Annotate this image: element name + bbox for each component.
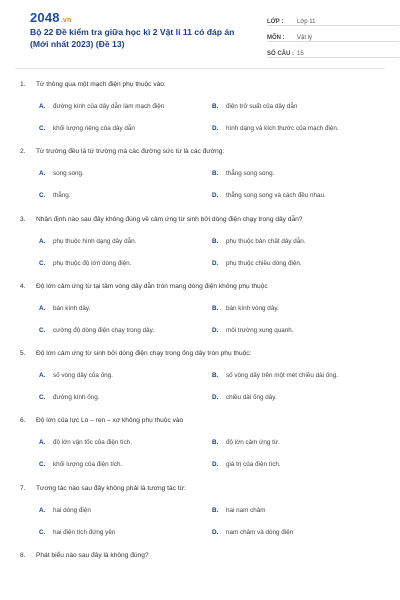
option-text: nam châm và dòng điện — [226, 528, 294, 536]
option-text: hai nam châm — [226, 506, 266, 514]
meta-value: 15 — [297, 51, 304, 57]
question-text: Từ thông qua một mạch điện phụ thuộc vào: — [36, 81, 166, 88]
option-b[interactable] — [212, 438, 385, 447]
answer-options — [15, 304, 385, 335]
option-letter: A. — [39, 170, 46, 178]
option-text: điện trở suất của dây dẫn — [226, 103, 298, 110]
option-a[interactable] — [39, 506, 212, 515]
question-number: 2. — [20, 148, 26, 156]
option-text: hai dòng điện — [53, 506, 91, 514]
option-letter: C. — [39, 192, 46, 200]
question-text: Từ trường đều là từ trường mà các đường sức từ là các đường: — [36, 148, 225, 156]
answer-options — [15, 169, 385, 200]
page-header — [15, 0, 385, 66]
option-text: hình dạng và kích thước của mạch điện. — [226, 125, 339, 132]
answer-options — [15, 506, 385, 537]
option-text: giá trị của điện tích. — [226, 461, 281, 469]
option-letter: A. — [39, 304, 46, 312]
option-letter: A. — [39, 237, 46, 245]
option-text: khối lượng riêng của dây dẫn — [53, 125, 135, 132]
option-letter: D. — [212, 461, 219, 469]
option-a[interactable] — [39, 169, 212, 178]
question-list — [15, 80, 385, 574]
question-5 — [15, 349, 385, 402]
option-c[interactable] — [39, 124, 212, 133]
option-b[interactable] — [212, 304, 385, 313]
option-text: thẳng. — [53, 192, 71, 200]
question-1 — [15, 80, 385, 133]
option-a[interactable] — [39, 438, 212, 447]
option-text: độ lớn vận tốc của điện tích. — [53, 439, 133, 447]
logo-main: 2048 — [30, 10, 60, 25]
option-text: khối lượng của điện tích. — [53, 461, 123, 469]
option-letter: A. — [39, 506, 46, 514]
option-d[interactable] — [212, 259, 385, 268]
option-b[interactable] — [212, 371, 385, 380]
header-divider — [15, 68, 385, 69]
option-a[interactable] — [39, 371, 212, 380]
option-text: số vòng dây trên một mét chiều dài ống. — [226, 372, 339, 380]
option-letter: C. — [39, 259, 46, 267]
option-letter: A. — [39, 372, 46, 380]
option-letter: C. — [39, 528, 46, 536]
option-a[interactable] — [39, 237, 212, 246]
logo-suffix: .vn — [60, 17, 72, 24]
option-text: độ lớn cảm ứng từ. — [226, 439, 280, 447]
meta-value: Vật lý — [297, 35, 313, 41]
option-d[interactable] — [212, 460, 385, 469]
option-text: thẳng song song và cách đều nhau. — [226, 192, 326, 200]
question-3 — [15, 215, 385, 268]
option-text: số vòng dây của ống. — [53, 372, 113, 380]
option-letter: B. — [212, 103, 219, 110]
option-b[interactable] — [212, 506, 385, 515]
option-letter: A. — [39, 103, 46, 110]
question-6 — [15, 416, 385, 469]
answer-options — [15, 371, 385, 402]
question-number: 3. — [20, 215, 26, 223]
option-text: phụ thuộc hình dạng dây dẫn. — [53, 237, 137, 245]
question-number: 1. — [20, 81, 26, 88]
meta-row-subject — [267, 26, 399, 42]
option-c[interactable] — [39, 191, 212, 200]
question-text: Phát biểu nào sau đây là không đúng? — [36, 552, 149, 560]
option-text: bán kính dây. — [53, 304, 91, 312]
option-d[interactable] — [212, 393, 385, 402]
question-text: Độ lớn cảm ứng từ tại tâm vòng dây dẫn tròn mang dòng điện không phụ thuộc — [36, 282, 268, 290]
option-c[interactable] — [39, 259, 212, 268]
option-d[interactable] — [212, 528, 385, 537]
option-b[interactable] — [212, 237, 385, 246]
option-text: song song. — [53, 170, 84, 178]
option-letter: B. — [212, 170, 219, 178]
option-text: thẳng song song. — [226, 170, 275, 178]
option-text: cường độ dòng điện chạy trong dây. — [53, 326, 154, 334]
question-text: Độ lớn của lực Lo – ren – xơ không phụ thuộc vào — [36, 417, 184, 425]
option-letter: B. — [212, 304, 219, 312]
meta-label: LỚP : — [267, 19, 284, 25]
option-letter: C. — [39, 326, 46, 334]
option-letter: C. — [39, 125, 46, 132]
option-letter: A. — [39, 439, 46, 447]
question-number: 6. — [20, 417, 26, 425]
option-text: hai điện tích đứng yên — [53, 528, 116, 536]
meta-row-class — [267, 10, 399, 26]
site-logo[interactable] — [30, 10, 71, 25]
option-letter: D. — [212, 125, 219, 132]
option-c[interactable] — [39, 460, 212, 469]
option-text: bán kính vòng dây. — [226, 304, 279, 312]
option-d[interactable] — [212, 326, 385, 335]
option-letter: D. — [212, 394, 219, 402]
question-text: Độ lớn cảm ứng từ sinh bởi dòng điện chạy trong ống dây tròn phụ thuộc: — [36, 350, 252, 358]
option-letter: B. — [212, 372, 219, 380]
option-d[interactable] — [212, 191, 385, 200]
meta-label: SỐ CÂU : — [267, 51, 294, 57]
option-letter: C. — [39, 461, 46, 469]
option-b[interactable] — [212, 102, 385, 111]
option-letter: C. — [39, 394, 46, 402]
option-text: phụ thuộc chiều dòng điện. — [226, 259, 302, 267]
question-4 — [15, 282, 385, 335]
option-c[interactable] — [39, 528, 212, 537]
option-c[interactable] — [39, 326, 212, 335]
question-number: 8. — [20, 552, 26, 560]
answer-options — [15, 102, 385, 133]
question-text: Nhận định nào sau đây không đúng về cảm ứng từ sinh bởi dòng điện chạy trong dây dẫn? — [36, 215, 303, 223]
question-text: Tương tác nào sau đây không phải là tương tác từ: — [36, 484, 186, 492]
document-title: Bộ 22 Đề kiểm tra giữa học kì 2 Vật lí 11 có đáp án (Mới nhất 2023) (Đề 13) — [30, 27, 235, 49]
option-text: phụ thuộc bản chất dây dẫn. — [226, 237, 306, 245]
option-text: chiều dài ống dây. — [226, 394, 277, 402]
option-a[interactable] — [39, 102, 212, 111]
option-letter: D. — [212, 326, 219, 334]
option-d[interactable] — [212, 124, 385, 133]
option-text: phụ thuộc độ lớn dòng điện. — [53, 259, 132, 267]
question-2 — [15, 147, 385, 200]
question-number: 7. — [20, 484, 26, 492]
question-7 — [15, 484, 385, 537]
question-number: 4. — [20, 282, 26, 290]
answer-options — [15, 438, 385, 469]
option-b[interactable] — [212, 169, 385, 178]
option-letter: B. — [212, 506, 219, 514]
option-letter: D. — [212, 192, 219, 200]
question-number: 5. — [20, 350, 26, 358]
option-text: đường kính ống. — [53, 394, 100, 402]
meta-value: Lớp 11 — [297, 19, 316, 25]
exam-meta — [267, 10, 399, 58]
option-letter: D. — [212, 259, 219, 267]
option-text: đường kính của dây dẫn làm mạch điện — [53, 103, 165, 110]
meta-label: MÔN : — [267, 35, 285, 41]
answer-options — [15, 237, 385, 268]
option-letter: B. — [212, 237, 219, 245]
option-letter: B. — [212, 439, 219, 447]
meta-row-count — [267, 42, 399, 58]
option-letter: D. — [212, 528, 219, 536]
option-text: môi trường xung quanh. — [226, 326, 294, 334]
option-c[interactable] — [39, 393, 212, 402]
option-a[interactable] — [39, 304, 212, 313]
question-8 — [15, 551, 385, 560]
